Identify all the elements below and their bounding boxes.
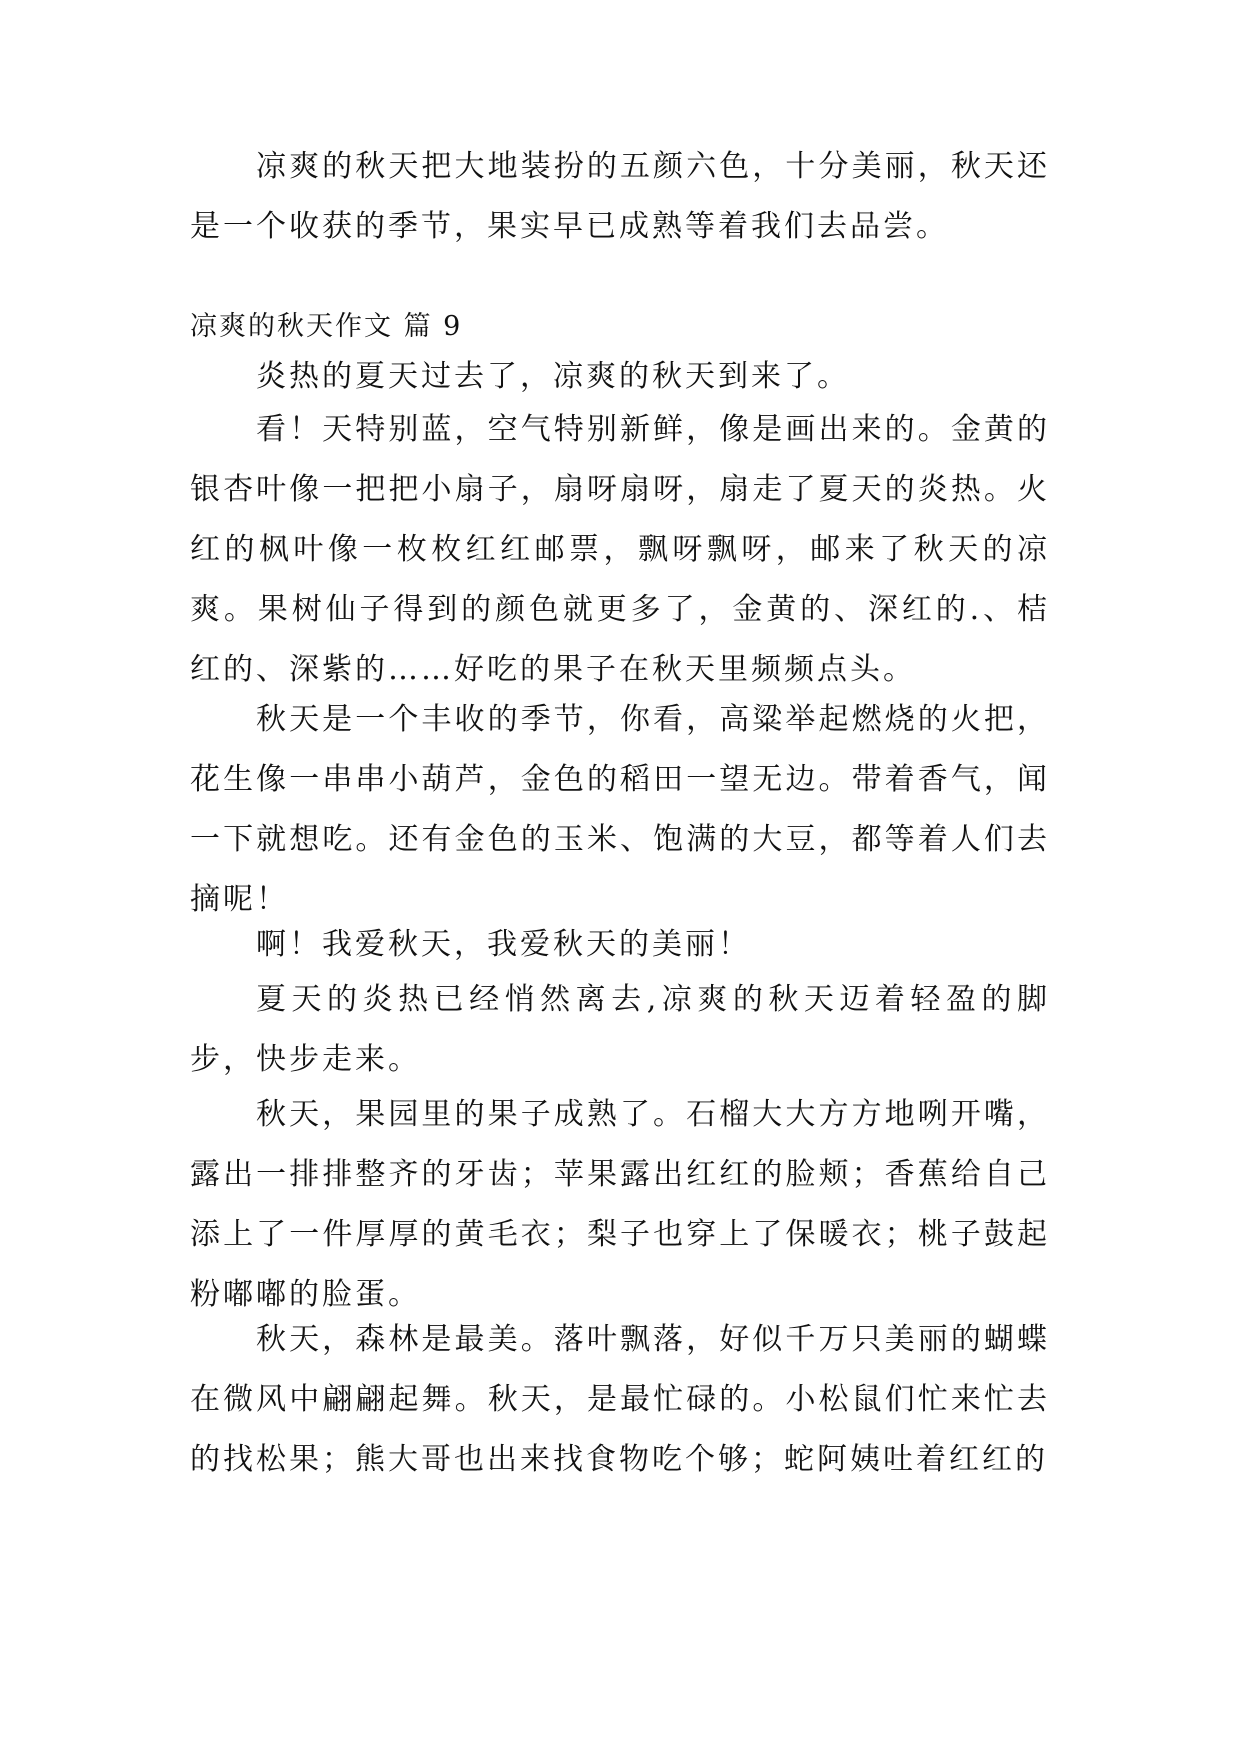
paragraph: 夏天的炎热已经悄然离去,凉爽的秋天迈着轻盈的脚步，快步走来。: [190, 982, 1050, 1077]
paragraph: 啊！我爱秋天，我爱秋天的美丽！: [256, 927, 751, 962]
paragraph: 看！天特别蓝，空气特别新鲜，像是画出来的。金黄的银杏叶像一把把小扇子，扇呀扇呀，扇走了夏天的炎热。火红的枫叶像一枚枚红红邮票，飘呀飘呀，邮来了秋天的凉爽。果树仙子得到的颜色就更多了，金黄的、深红的.、桔红的、深紫的……好吃的果子在秋天里频频点头。: [190, 412, 1050, 687]
paragraph: 秋天是一个丰收的季节，你看，高粱举起燃烧的火把，花生像一串串小葫芦，金色的稻田一望无边。带着香气，闻一下就想吃。还有金色的玉米、饱满的大豆，都等着人们去摘呢！: [190, 702, 1050, 917]
paragraph: 秋天，森林是最美。落叶飘落，好似千万只美丽的蝴蝶在微风中翩翩起舞。秋天，是最忙碌的。小松鼠们忙来忙去的找松果；熊大哥也出来找食物吃个够；蛇阿姨吐着红红的: [190, 1322, 1050, 1477]
paragraph: 秋天，果园里的果子成熟了。石榴大大方方地咧开嘴，露出一排排整齐的牙齿；苹果露出红红的脸颊；香蕉给自己添上了一件厚厚的黄毛衣；梨子也穿上了保暖衣；桃子鼓起粉嘟嘟的脸蛋。: [190, 1097, 1050, 1312]
paragraph: 凉爽的秋天把大地装扮的五颜六色，十分美丽，秋天还是一个收获的季节，果实早已成熟等着我们去品尝。: [190, 149, 1050, 244]
paragraph: 炎热的夏天过去了，凉爽的秋天到来了。: [256, 359, 850, 394]
section-title: 凉爽的秋天作文 篇 9: [190, 311, 463, 342]
